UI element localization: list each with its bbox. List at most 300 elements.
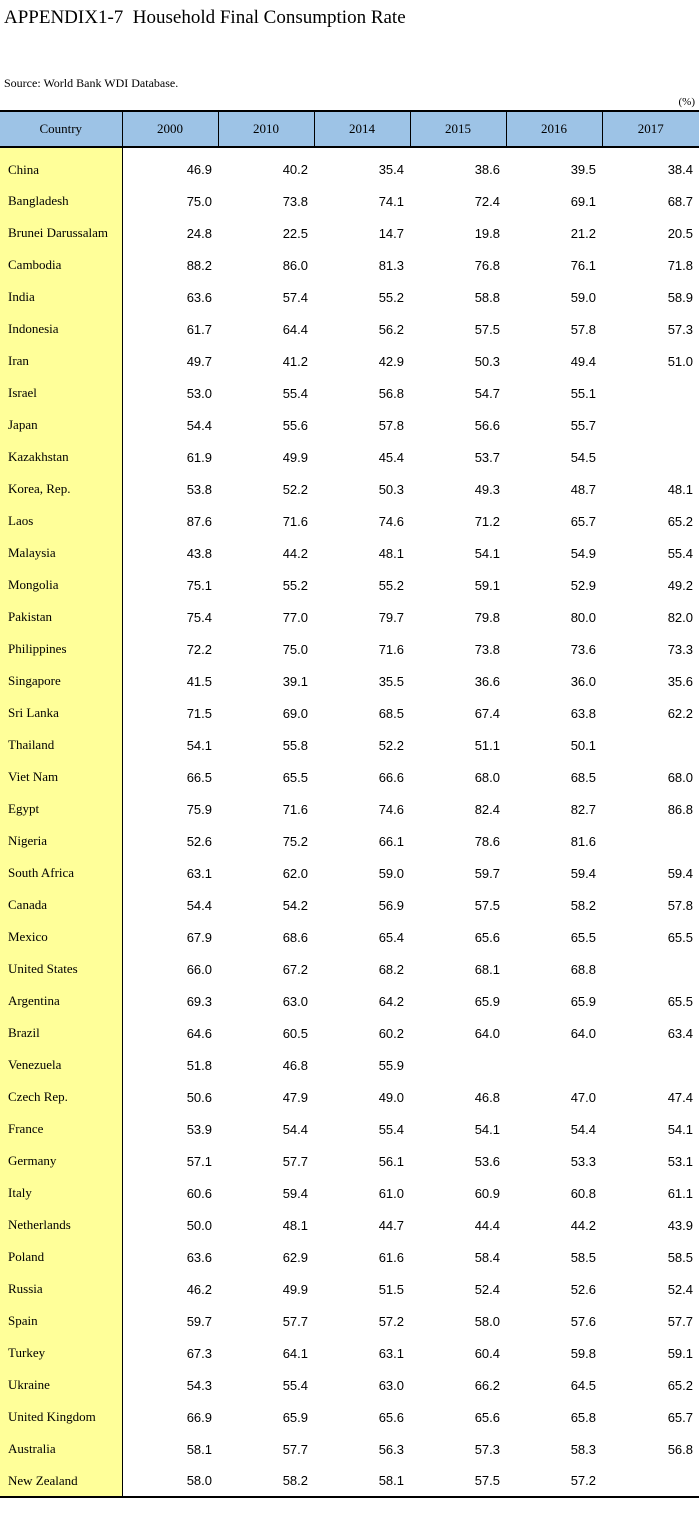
value-cell: 82.0 <box>667 609 693 625</box>
value-cell: 55.2 <box>282 577 308 593</box>
table-body <box>0 147 699 1497</box>
value-cell: 65.5 <box>667 929 693 945</box>
country-cell: Venezuela <box>0 1049 122 1081</box>
value-cell: 59.4 <box>570 865 596 881</box>
value-cell: 65.8 <box>570 1409 596 1425</box>
value-cell: 58.8 <box>474 289 500 305</box>
table-header-row <box>0 111 699 147</box>
value-cell: 59.0 <box>570 289 596 305</box>
value-cell: 54.1 <box>667 1121 693 1137</box>
value-cell: 52.6 <box>570 1281 596 1297</box>
value-cell: 69.3 <box>186 993 212 1009</box>
value-cell: 61.6 <box>378 1249 404 1265</box>
value-cell: 53.0 <box>186 385 212 401</box>
value-cell: 47.9 <box>282 1089 308 1105</box>
value-cell: 59.8 <box>570 1345 596 1361</box>
value-cell: 14.7 <box>378 225 404 241</box>
table-row <box>0 1017 699 1049</box>
value-cell <box>410 1049 506 1081</box>
table-row <box>0 601 699 633</box>
value-cell: 59.4 <box>667 865 693 881</box>
table-row <box>0 793 699 825</box>
value-cell: 46.2 <box>186 1281 212 1297</box>
source-note: Source: World Bank WDI Database. <box>4 76 179 90</box>
value-cell: 63.1 <box>186 865 212 881</box>
value-cell: 58.0 <box>474 1313 500 1329</box>
country-cell: France <box>0 1113 122 1145</box>
value-cell: 78.6 <box>474 833 500 849</box>
country-cell: Poland <box>0 1241 122 1273</box>
table-row <box>0 633 699 665</box>
value-cell: 58.1 <box>186 1441 212 1457</box>
value-cell <box>602 409 699 441</box>
value-cell: 71.8 <box>667 257 693 273</box>
value-cell: 57.7 <box>282 1153 308 1169</box>
value-cell: 48.7 <box>570 481 596 497</box>
value-cell: 75.0 <box>282 641 308 657</box>
country-cell: New Zealand <box>0 1465 122 1497</box>
value-cell: 63.8 <box>570 705 596 721</box>
value-cell: 75.0 <box>186 193 212 209</box>
value-cell: 57.5 <box>474 897 500 913</box>
value-cell: 49.9 <box>282 449 308 465</box>
table-row <box>0 249 699 281</box>
table-row <box>0 537 699 569</box>
column-header-country: Country <box>0 111 122 147</box>
value-cell <box>602 377 699 409</box>
value-cell: 73.8 <box>474 641 500 657</box>
table-row <box>0 1241 699 1273</box>
value-cell: 81.6 <box>570 833 596 849</box>
value-cell: 71.2 <box>474 513 500 529</box>
country-cell: Ukraine <box>0 1369 122 1401</box>
value-cell: 54.4 <box>186 417 212 433</box>
table-row <box>0 345 699 377</box>
value-cell: 63.4 <box>667 1025 693 1041</box>
value-cell: 69.1 <box>570 193 596 209</box>
consumption-rate-table <box>0 110 699 1498</box>
value-cell: 50.1 <box>570 737 596 753</box>
value-cell: 57.7 <box>667 1313 693 1329</box>
value-cell: 67.3 <box>186 1345 212 1361</box>
value-cell: 55.4 <box>378 1121 404 1137</box>
value-cell: 54.4 <box>186 897 212 913</box>
value-cell: 79.7 <box>378 609 404 625</box>
value-cell <box>602 1049 699 1081</box>
value-cell <box>506 1049 602 1081</box>
country-cell: Argentina <box>0 985 122 1017</box>
value-cell: 68.1 <box>474 961 500 977</box>
column-header-2000: 2000 <box>122 111 218 147</box>
value-cell: 48.1 <box>667 481 693 497</box>
table-row <box>0 729 699 761</box>
value-cell: 38.4 <box>667 162 693 177</box>
value-cell: 65.9 <box>570 993 596 1009</box>
value-cell: 74.1 <box>378 193 404 209</box>
table-row <box>0 505 699 537</box>
value-cell: 66.2 <box>474 1377 500 1393</box>
value-cell: 53.8 <box>186 481 212 497</box>
value-cell: 61.0 <box>378 1185 404 1201</box>
table-row <box>0 921 699 953</box>
value-cell: 44.7 <box>378 1217 404 1233</box>
value-cell: 49.0 <box>378 1089 404 1105</box>
country-cell: China <box>0 147 122 185</box>
value-cell: 55.4 <box>282 385 308 401</box>
country-cell: United States <box>0 953 122 985</box>
country-cell: Laos <box>0 505 122 537</box>
country-cell: Singapore <box>0 665 122 697</box>
value-cell: 43.9 <box>667 1217 693 1233</box>
value-cell: 65.5 <box>667 993 693 1009</box>
value-cell: 44.4 <box>474 1217 500 1233</box>
value-cell: 57.4 <box>282 289 308 305</box>
value-cell: 56.9 <box>378 897 404 913</box>
value-cell: 56.6 <box>474 417 500 433</box>
value-cell: 75.4 <box>186 609 212 625</box>
value-cell: 60.5 <box>282 1025 308 1041</box>
table-row <box>0 1305 699 1337</box>
value-cell: 53.7 <box>474 449 500 465</box>
value-cell: 66.5 <box>186 769 212 785</box>
value-cell: 61.7 <box>186 321 212 337</box>
country-cell: Indonesia <box>0 313 122 345</box>
value-cell: 75.9 <box>186 801 212 817</box>
value-cell: 55.4 <box>667 545 693 561</box>
value-cell: 54.4 <box>570 1121 596 1137</box>
country-cell: Czech Rep. <box>0 1081 122 1113</box>
value-cell: 67.2 <box>282 961 308 977</box>
value-cell: 64.0 <box>474 1025 500 1041</box>
value-cell: 52.2 <box>378 737 404 753</box>
value-cell: 41.5 <box>186 673 212 689</box>
value-cell: 50.3 <box>378 481 404 497</box>
value-cell: 62.2 <box>667 705 693 721</box>
value-cell: 56.8 <box>378 385 404 401</box>
table-row <box>0 1401 699 1433</box>
value-cell: 36.0 <box>570 673 596 689</box>
value-cell: 63.0 <box>378 1377 404 1393</box>
value-cell: 56.2 <box>378 321 404 337</box>
value-cell: 73.3 <box>667 641 693 657</box>
value-cell: 64.2 <box>378 993 404 1009</box>
value-cell: 68.7 <box>667 193 693 209</box>
value-cell: 55.6 <box>282 417 308 433</box>
value-cell: 24.8 <box>186 225 212 241</box>
country-cell: Iran <box>0 345 122 377</box>
value-cell: 55.2 <box>378 577 404 593</box>
value-cell: 55.4 <box>282 1377 308 1393</box>
value-cell: 59.1 <box>474 577 500 593</box>
value-cell: 51.1 <box>474 737 500 753</box>
table-row <box>0 1113 699 1145</box>
value-cell: 64.6 <box>186 1025 212 1041</box>
value-cell <box>602 1465 699 1497</box>
value-cell: 44.2 <box>570 1217 596 1233</box>
value-cell: 59.1 <box>667 1345 693 1361</box>
value-cell: 51.5 <box>378 1281 404 1297</box>
value-cell: 65.4 <box>378 929 404 945</box>
value-cell: 49.2 <box>667 577 693 593</box>
value-cell: 58.2 <box>218 1465 314 1497</box>
table-row <box>0 1273 699 1305</box>
value-cell: 79.8 <box>474 609 500 625</box>
table-row <box>0 953 699 985</box>
value-cell: 54.9 <box>570 545 596 561</box>
table-row <box>0 1337 699 1369</box>
value-cell: 48.1 <box>282 1217 308 1233</box>
value-cell: 65.5 <box>570 929 596 945</box>
country-cell: Brunei Darussalam <box>0 217 122 249</box>
value-cell: 73.6 <box>570 641 596 657</box>
value-cell: 39.5 <box>570 162 596 177</box>
value-cell: 44.2 <box>282 545 308 561</box>
value-cell: 56.3 <box>378 1441 404 1457</box>
value-cell: 65.6 <box>474 1409 500 1425</box>
country-cell: Australia <box>0 1433 122 1465</box>
country-cell: Thailand <box>0 729 122 761</box>
value-cell: 74.6 <box>378 513 404 529</box>
country-cell: Nigeria <box>0 825 122 857</box>
value-cell: 57.2 <box>378 1313 404 1329</box>
value-cell: 61.9 <box>186 449 212 465</box>
value-cell: 60.6 <box>186 1185 212 1201</box>
value-cell: 49.7 <box>186 353 212 369</box>
value-cell: 55.8 <box>282 737 308 753</box>
value-cell: 46.8 <box>474 1089 500 1105</box>
country-cell: Brazil <box>0 1017 122 1049</box>
value-cell: 49.3 <box>474 481 500 497</box>
value-cell: 67.4 <box>474 705 500 721</box>
value-cell: 51.8 <box>186 1057 212 1073</box>
value-cell: 71.6 <box>282 801 308 817</box>
value-cell: 63.6 <box>186 1249 212 1265</box>
value-cell: 58.5 <box>570 1249 596 1265</box>
table-row <box>0 409 699 441</box>
value-cell: 43.8 <box>186 545 212 561</box>
country-cell: Kazakhstan <box>0 441 122 473</box>
table-row <box>0 697 699 729</box>
country-cell: Mongolia <box>0 569 122 601</box>
value-cell: 50.6 <box>186 1089 212 1105</box>
value-cell: 76.8 <box>474 257 500 273</box>
value-cell: 58.0 <box>122 1465 218 1497</box>
value-cell <box>602 825 699 857</box>
value-cell: 63.1 <box>378 1345 404 1361</box>
column-header-2017: 2017 <box>602 111 699 147</box>
value-cell: 68.5 <box>570 769 596 785</box>
table-row <box>0 1177 699 1209</box>
table-row <box>0 377 699 409</box>
value-cell: 66.6 <box>378 769 404 785</box>
table-row <box>0 281 699 313</box>
value-cell: 57.8 <box>378 417 404 433</box>
value-cell: 65.6 <box>474 929 500 945</box>
value-cell: 54.1 <box>474 1121 500 1137</box>
value-cell: 65.2 <box>667 513 693 529</box>
country-cell: Japan <box>0 409 122 441</box>
value-cell: 49.4 <box>570 353 596 369</box>
country-cell: Germany <box>0 1145 122 1177</box>
value-cell: 66.9 <box>186 1409 212 1425</box>
value-cell: 52.2 <box>282 481 308 497</box>
value-cell: 52.9 <box>570 577 596 593</box>
value-cell: 75.1 <box>186 577 212 593</box>
value-cell: 54.2 <box>282 897 308 913</box>
value-cell: 59.7 <box>474 865 500 881</box>
table-row <box>0 1465 699 1497</box>
value-cell: 48.1 <box>378 545 404 561</box>
country-cell: Netherlands <box>0 1209 122 1241</box>
table-row <box>0 857 699 889</box>
value-cell: 51.0 <box>667 353 693 369</box>
table-row <box>0 1369 699 1401</box>
value-cell: 73.8 <box>282 193 308 209</box>
value-cell: 53.1 <box>667 1153 693 1169</box>
value-cell: 47.4 <box>667 1089 693 1105</box>
column-header-2015: 2015 <box>410 111 506 147</box>
value-cell: 54.7 <box>474 385 500 401</box>
value-cell: 62.9 <box>282 1249 308 1265</box>
value-cell: 71.6 <box>282 513 308 529</box>
column-header-2016: 2016 <box>506 111 602 147</box>
value-cell: 72.2 <box>186 641 212 657</box>
value-cell: 60.4 <box>474 1345 500 1361</box>
country-cell: Korea, Rep. <box>0 473 122 505</box>
value-cell: 57.7 <box>282 1313 308 1329</box>
value-cell: 86.0 <box>282 257 308 273</box>
value-cell: 82.7 <box>570 801 596 817</box>
value-cell: 52.4 <box>667 1281 693 1297</box>
value-cell: 64.4 <box>282 321 308 337</box>
country-cell: Israel <box>0 377 122 409</box>
table-row <box>0 889 699 921</box>
value-cell: 20.5 <box>667 225 693 241</box>
value-cell: 65.7 <box>570 513 596 529</box>
value-cell: 60.8 <box>570 1185 596 1201</box>
table-row <box>0 313 699 345</box>
value-cell: 68.0 <box>474 769 500 785</box>
table-row <box>0 761 699 793</box>
value-cell: 86.8 <box>667 801 693 817</box>
value-cell: 64.5 <box>570 1377 596 1393</box>
value-cell <box>602 729 699 761</box>
table-row <box>0 1081 699 1113</box>
value-cell: 54.1 <box>474 545 500 561</box>
value-cell: 71.5 <box>186 705 212 721</box>
value-cell: 55.2 <box>378 289 404 305</box>
value-cell: 58.9 <box>667 289 693 305</box>
value-cell: 21.2 <box>570 225 596 241</box>
value-cell: 53.9 <box>186 1121 212 1137</box>
value-cell: 57.8 <box>570 321 596 337</box>
value-cell: 54.1 <box>186 737 212 753</box>
value-cell: 61.1 <box>667 1185 693 1201</box>
value-cell: 66.1 <box>378 833 404 849</box>
column-header-2014: 2014 <box>314 111 410 147</box>
value-cell: 36.6 <box>474 673 500 689</box>
value-cell: 80.0 <box>570 609 596 625</box>
country-cell: United Kingdom <box>0 1401 122 1433</box>
country-cell: Spain <box>0 1305 122 1337</box>
country-cell: Cambodia <box>0 249 122 281</box>
table-row <box>0 441 699 473</box>
value-cell: 68.2 <box>378 961 404 977</box>
value-cell: 65.9 <box>282 1409 308 1425</box>
value-cell: 46.9 <box>186 162 212 177</box>
country-cell: Bangladesh <box>0 185 122 217</box>
country-cell: Egypt <box>0 793 122 825</box>
value-cell: 65.9 <box>474 993 500 1009</box>
value-cell: 57.2 <box>506 1465 602 1497</box>
value-cell: 58.2 <box>570 897 596 913</box>
value-cell: 19.8 <box>474 225 500 241</box>
value-cell: 74.6 <box>378 801 404 817</box>
value-cell: 72.4 <box>474 193 500 209</box>
value-cell: 77.0 <box>282 609 308 625</box>
table-row <box>0 1209 699 1241</box>
table-row <box>0 825 699 857</box>
value-cell: 39.1 <box>282 673 308 689</box>
value-cell: 69.0 <box>282 705 308 721</box>
value-cell: 82.4 <box>474 801 500 817</box>
value-cell: 60.9 <box>474 1185 500 1201</box>
value-cell: 42.9 <box>378 353 404 369</box>
value-cell: 53.3 <box>570 1153 596 1169</box>
unit-label: (%) <box>678 96 695 108</box>
country-cell: Russia <box>0 1273 122 1305</box>
value-cell: 65.6 <box>378 1409 404 1425</box>
value-cell: 52.4 <box>474 1281 500 1297</box>
value-cell: 68.5 <box>378 705 404 721</box>
value-cell: 66.0 <box>186 961 212 977</box>
value-cell: 56.8 <box>667 1441 693 1457</box>
table-row <box>0 473 699 505</box>
value-cell: 35.5 <box>378 673 404 689</box>
column-header-2010: 2010 <box>218 111 314 147</box>
value-cell: 22.5 <box>282 225 308 241</box>
value-cell: 47.0 <box>570 1089 596 1105</box>
value-cell: 64.1 <box>282 1345 308 1361</box>
value-cell: 56.1 <box>378 1153 404 1169</box>
value-cell: 68.6 <box>282 929 308 945</box>
table-row <box>0 1049 699 1081</box>
table-row <box>0 665 699 697</box>
value-cell: 65.5 <box>282 769 308 785</box>
country-cell: Canada <box>0 889 122 921</box>
value-cell: 81.3 <box>378 257 404 273</box>
country-cell: Italy <box>0 1177 122 1209</box>
country-cell: South Africa <box>0 857 122 889</box>
country-cell: Turkey <box>0 1337 122 1369</box>
value-cell: 40.2 <box>282 162 308 177</box>
value-cell: 45.4 <box>378 449 404 465</box>
value-cell: 57.1 <box>186 1153 212 1169</box>
value-cell: 54.4 <box>282 1121 308 1137</box>
value-cell: 49.9 <box>282 1281 308 1297</box>
country-cell: Philippines <box>0 633 122 665</box>
value-cell: 58.3 <box>570 1441 596 1457</box>
value-cell: 55.7 <box>570 417 596 433</box>
value-cell: 54.3 <box>186 1377 212 1393</box>
value-cell: 58.1 <box>314 1465 410 1497</box>
table-row <box>0 1433 699 1465</box>
value-cell: 75.2 <box>282 833 308 849</box>
country-cell: Viet Nam <box>0 761 122 793</box>
value-cell: 58.4 <box>474 1249 500 1265</box>
value-cell: 62.0 <box>282 865 308 881</box>
value-cell: 68.0 <box>667 769 693 785</box>
